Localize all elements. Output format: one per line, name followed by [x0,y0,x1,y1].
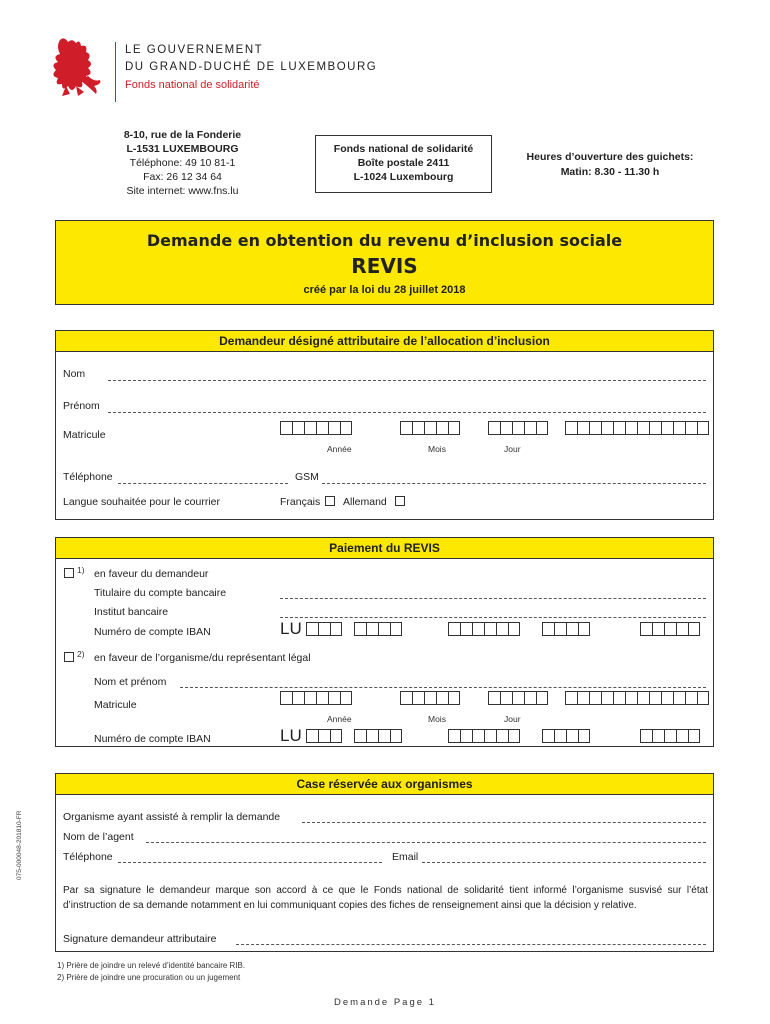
gov-line-2: DU GRAND-DUCHÉ DE LUXEMBOURG [125,61,378,73]
matricule2-month-boxes[interactable] [400,691,460,705]
address-block [100,128,265,198]
nom-label: Nom [63,368,86,380]
title-banner [55,220,714,305]
francais-label: Français [280,496,321,508]
pobox-line: Fonds national de solidarité [333,143,474,155]
agent-field[interactable] [146,842,706,843]
title-line-1: Demande en obtention du revenu d’inclusion sociale [146,231,623,250]
hours-line: Heures d’ouverture des guichets: [526,151,694,163]
pobox-line: L-1024 Luxembourg [353,171,454,183]
matricule-day-boxes[interactable] [488,421,548,435]
matricule-label: Matricule [63,429,106,441]
telephone-field[interactable] [118,483,288,484]
matricule2-extra-boxes[interactable] [565,691,709,705]
address-line: L-1531 LUXEMBOURG [126,143,239,155]
gsm-field[interactable] [322,483,706,484]
address-line: Téléphone: 49 10 81-1 [129,157,236,169]
iban2-label: Numéro de compte IBAN [94,733,211,745]
title-law: créé par la loi du 28 juillet 2018 [303,284,466,296]
nom-prenom-label: Nom et prénom [94,676,167,688]
francais-checkbox[interactable] [325,496,335,506]
iban2-boxes-2[interactable] [354,729,402,743]
address-line: Fax: 26 12 34 64 [143,171,222,183]
matricule-year-boxes[interactable] [280,421,352,435]
pobox-line: Boîte postale 2411 [357,157,450,169]
iban-label: Numéro de compte IBAN [94,626,211,638]
matricule2-day-boxes[interactable] [488,691,548,705]
langue-label: Langue souhaitée pour le courrier [63,496,221,508]
institut-field[interactable] [280,617,706,618]
organisme-field[interactable] [302,822,706,823]
consent-text: Par sa signature le demandeur marque son accord à ce que le Fonds national de solidarité tient informé l’organisme susvisé sur l’état d’instruction de sa demande notamment en lui communiquant copies des fiches de renseignement ainsi que la décision y relative. [63,885,708,911]
gov-line-1: LE GOUVERNEMENT [125,44,264,56]
section-applicant-heading: Demandeur désigné attributaire de l’allocation d’inclusion [55,330,714,352]
gov-line-3: Fonds national de solidarité [125,79,260,91]
prenom-field[interactable] [108,412,706,413]
iban-lu-prefix: LU [280,619,302,638]
prenom-label: Prénom [63,400,100,412]
jour2-label: Jour [504,714,521,724]
annee-label: Année [327,444,352,454]
luxembourg-lion-emblem-icon [50,36,104,98]
section-organisms-heading: Case réservée aux organismes [55,773,714,795]
payment-option-2-label: en faveur de l’organisme/du représentant légal [94,652,311,664]
nom-prenom-field[interactable] [180,687,706,688]
signature-field[interactable] [236,944,706,945]
iban-boxes-3[interactable] [448,622,520,636]
organisme-label: Organisme ayant assisté à remplir la demande [63,811,281,823]
telephone-label: Téléphone [63,471,113,483]
agent-label: Nom de l’agent [63,831,134,843]
iban2-boxes-4[interactable] [542,729,590,743]
annee2-label: Année [327,714,352,724]
side-code: 075-000048-201810-FR [16,810,23,880]
signature-label: Signature demandeur attributaire [63,933,217,945]
email-label: Email [392,851,419,863]
page-footer: Demande Page 1 [334,997,436,1008]
email-field[interactable] [422,862,706,863]
allemand-label: Allemand [343,496,387,508]
footnote-2: 2) Prière de joindre une procuration ou un jugement [57,973,241,982]
institut-label: Institut bancaire [94,606,169,618]
address-line: Site internet: www.fns.lu [126,185,239,197]
titulaire-field[interactable] [280,598,706,599]
jour-label: Jour [504,444,521,454]
payment-option-1-number: 1) [77,565,85,575]
iban-boxes-2[interactable] [354,622,402,636]
org-telephone-field[interactable] [118,862,382,863]
org-telephone-label: Téléphone [63,851,113,863]
gsm-label: GSM [295,471,319,483]
title-revis: REVIS [351,254,418,278]
matricule-month-boxes[interactable] [400,421,460,435]
pobox-block [315,135,492,193]
matricule-extra-boxes[interactable] [565,421,709,435]
payment-option-2-number: 2) [77,649,85,659]
section-payment-heading: Paiement du REVIS [55,537,714,559]
hours-line: Matin: 8.30 - 11.30 h [560,166,660,178]
matricule2-label: Matricule [94,699,137,711]
footnote-1: 1) Prière de joindre un relevé d’identité bancaire RIB. [57,961,246,970]
payment-option-2-checkbox[interactable] [64,652,74,662]
mois2-label: Mois [428,714,446,724]
opening-hours [500,150,720,180]
payment-option-1-checkbox[interactable] [64,568,74,578]
header-divider [115,42,116,102]
section-applicant-body [55,352,714,520]
iban2-boxes-3[interactable] [448,729,520,743]
iban2-boxes-1[interactable] [306,729,342,743]
matricule2-year-boxes[interactable] [280,691,352,705]
iban-boxes-4[interactable] [542,622,590,636]
iban2-boxes-5[interactable] [640,729,700,743]
nom-field[interactable] [108,380,706,381]
mois-label: Mois [428,444,446,454]
iban-boxes-1[interactable] [306,622,342,636]
iban2-lu-prefix: LU [280,726,302,745]
payment-option-1-label: en faveur du demandeur [94,568,209,580]
iban-boxes-5[interactable] [640,622,700,636]
titulaire-label: Titulaire du compte bancaire [94,587,227,599]
address-line: 8-10, rue de la Fonderie [123,129,242,141]
allemand-checkbox[interactable] [395,496,405,506]
